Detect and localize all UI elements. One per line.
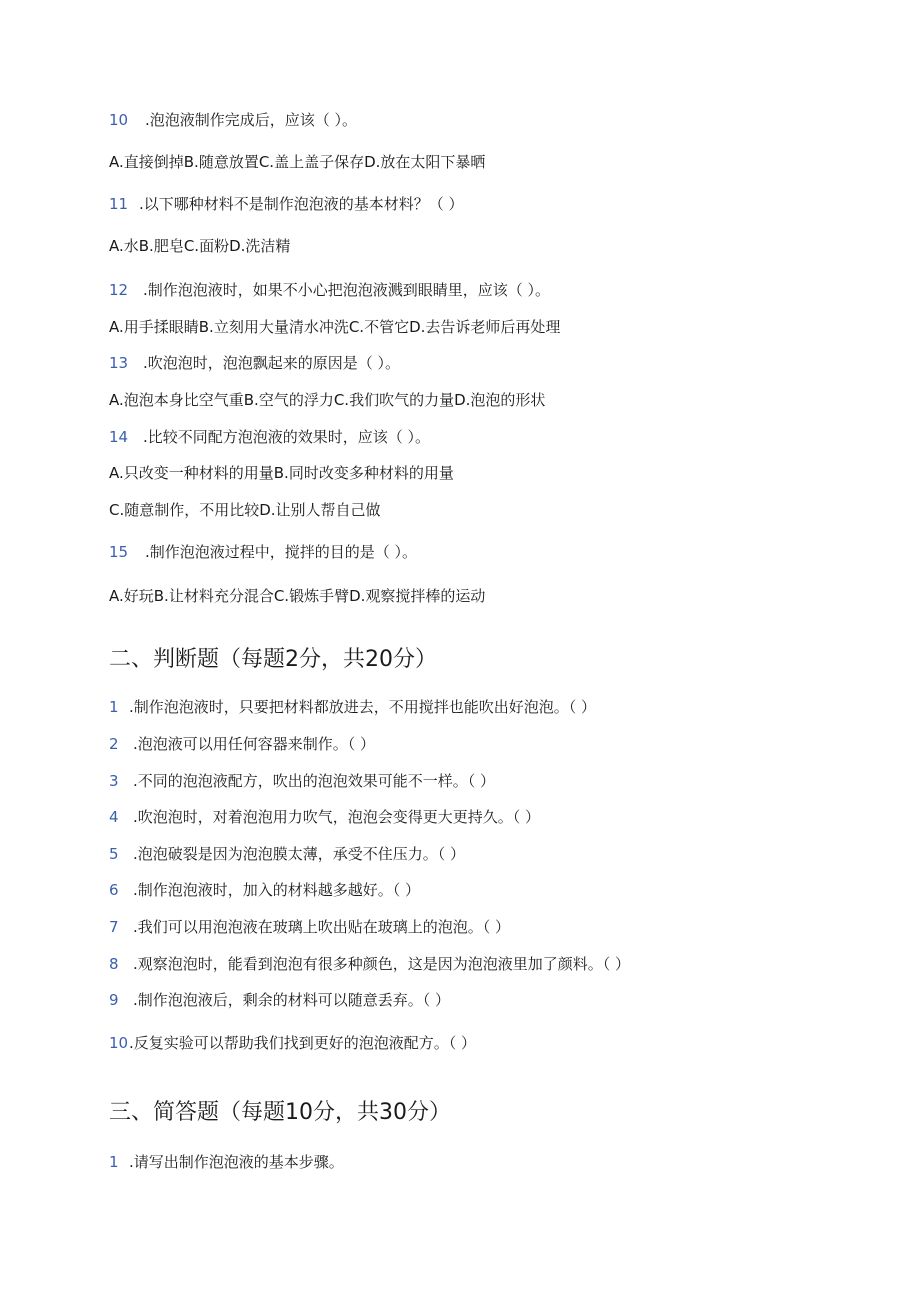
question-number: 12 [109, 281, 129, 299]
question-number: 10 [109, 111, 129, 129]
question-text: .吹泡泡时，泡泡飘起来的原因是（ ）。 [143, 354, 401, 372]
tf-item-1 [109, 697, 596, 717]
item-text: .请写出制作泡泡液的基本步骤。 [129, 1153, 344, 1171]
tf-item-3 [109, 771, 495, 791]
mc-options-12: A.用手揉眼睛B.立刻用大量清水冲洗C.不管它D.去告诉老师后再处理 [109, 318, 561, 336]
section-title-true-false: 二、判断题（每题2分，共20分） [109, 647, 437, 672]
mc-question-12 [109, 280, 550, 300]
mc-question-11 [109, 194, 464, 214]
item-number: 1 [109, 1153, 119, 1171]
question-number: 15 [109, 543, 129, 561]
question-text: .制作泡泡液过程中，搅拌的目的是（ ）。 [145, 543, 418, 561]
item-number: 10 [109, 1034, 129, 1052]
tf-item-6 [109, 880, 420, 900]
mc-question-14 [109, 427, 430, 447]
question-text: .制作泡泡液时，如果不小心把泡泡液溅到眼睛里，应该（ ）。 [143, 281, 551, 299]
question-number: 13 [109, 354, 129, 372]
tf-item-10 [109, 1033, 476, 1053]
item-number: 8 [109, 955, 119, 973]
section-title-short-answer: 三、简答题（每题10分，共30分） [109, 1100, 451, 1125]
item-number: 4 [109, 808, 119, 826]
mc-options-15: A.好玩B.让材料充分混合C.锻炼手臂D.观察搅拌棒的运动 [109, 587, 486, 605]
item-text: .制作泡泡液后，剩余的材料可以随意丢弃。（ ） [133, 991, 451, 1009]
tf-item-5 [109, 844, 465, 864]
item-text: .制作泡泡液时，只要把材料都放进去，不用搅拌也能吹出好泡泡。（ ） [129, 698, 597, 716]
item-text: .吹泡泡时，对着泡泡用力吹气，泡泡会变得更大更持久。（ ） [133, 808, 541, 826]
item-text: .泡泡液可以用任何容器来制作。（ ） [133, 735, 376, 753]
item-text: .反复实验可以帮助我们找到更好的泡泡液配方。（ ） [129, 1034, 477, 1052]
question-text: .比较不同配方泡泡液的效果时，应该（ ）。 [143, 428, 431, 446]
item-text: .不同的泡泡液配方，吹出的泡泡效果可能不一样。（ ） [133, 772, 496, 790]
item-number: 1 [109, 698, 119, 716]
item-number: 5 [109, 845, 119, 863]
tf-item-8 [109, 954, 630, 974]
mc-question-15 [109, 542, 417, 562]
tf-item-9 [109, 990, 450, 1010]
mc-options-14a: A.只改变一种材料的用量B.同时改变多种材料的用量 [109, 464, 454, 482]
question-text: .泡泡液制作完成后，应该（ ）。 [145, 111, 358, 129]
item-number: 3 [109, 772, 119, 790]
mc-question-10 [109, 110, 357, 130]
mc-options-13: A.泡泡本身比空气重B.空气的浮力C.我们吹气的力量D.泡泡的形状 [109, 391, 546, 409]
item-text: .我们可以用泡泡液在玻璃上吹出贴在玻璃上的泡泡。（ ） [133, 918, 511, 936]
question-text: .以下哪种材料不是制作泡泡液的基本材料？（ ） [139, 195, 464, 213]
item-number: 9 [109, 991, 119, 1009]
question-number: 11 [109, 195, 129, 213]
mc-options-14b: C.随意制作，不用比较D.让别人帮自己做 [109, 501, 381, 519]
sa-item-1 [109, 1152, 344, 1172]
item-text: .泡泡破裂是因为泡泡膜太薄，承受不住压力。（ ） [133, 845, 466, 863]
mc-options-10: A.直接倒掉B.随意放置C.盖上盖子保存D.放在太阳下暴晒 [109, 153, 486, 171]
item-number: 7 [109, 918, 119, 936]
tf-item-2 [109, 734, 375, 754]
item-number: 2 [109, 735, 119, 753]
item-number: 6 [109, 881, 119, 899]
tf-item-4 [109, 807, 540, 827]
item-text: .制作泡泡液时，加入的材料越多越好。（ ） [133, 881, 421, 899]
mc-options-11: A.水B.肥皂C.面粉D.洗洁精 [109, 237, 291, 255]
question-number: 14 [109, 428, 129, 446]
item-text: .观察泡泡时，能看到泡泡有很多种颜色，这是因为泡泡液里加了颜料。（ ） [133, 955, 631, 973]
tf-item-7 [109, 917, 510, 937]
mc-question-13 [109, 353, 400, 373]
